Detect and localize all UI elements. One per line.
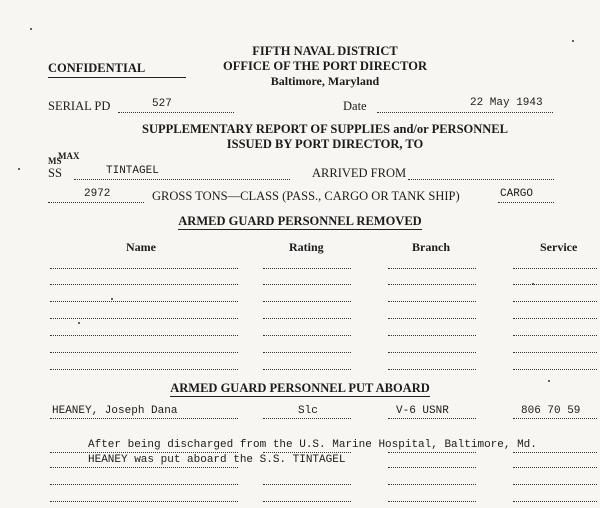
removed-branch-line <box>388 352 476 353</box>
aboard-service-line <box>513 418 597 419</box>
removed-service-line <box>513 335 597 336</box>
removed-branch-line <box>388 268 476 269</box>
removed-branch-line <box>388 369 476 370</box>
aboard-note-line1: After being discharged from the U.S. Marine Hospital, Baltimore, Md. <box>88 439 537 451</box>
removed-service-line <box>513 369 597 370</box>
aboard-rating-line <box>263 418 351 419</box>
removed-service-line <box>513 318 597 319</box>
location-heading: Baltimore, Maryland <box>270 74 380 88</box>
report-title-line2: ISSUED BY PORT DIRECTOR, TO <box>226 137 424 151</box>
aboard-section-title: ARMED GUARD PERSONNEL PUT ABOARD <box>170 381 430 395</box>
removed-rating-line <box>263 268 351 269</box>
office-heading: OFFICE OF THE PORT DIRECTOR <box>223 59 427 73</box>
district-heading: FIFTH NAVAL DISTRICT <box>252 44 398 58</box>
removed-branch-line <box>388 301 476 302</box>
removed-service-line <box>513 352 597 353</box>
aboard-rating: Slc <box>298 405 318 417</box>
scan-speck <box>18 168 20 170</box>
aboard-branch-line <box>388 484 476 485</box>
aboard-note-line2: HEANEY was put aboard the S.S. TINTAGEL <box>88 454 346 466</box>
ms-prefix: MS <box>48 156 62 166</box>
aboard-branch-line <box>388 418 476 419</box>
aboard-name-line <box>50 467 238 468</box>
removed-rating-line <box>263 352 351 353</box>
removed-rating-line <box>263 301 351 302</box>
report-title-line1: SUPPLEMENTARY REPORT OF SUPPLIES and/or PERSONNEL <box>142 122 508 136</box>
aboard-name-line <box>50 452 238 453</box>
scan-speck <box>572 40 574 42</box>
aboard-name-line <box>50 501 238 502</box>
aboard-service-line <box>513 452 597 453</box>
vessel-name: TINTAGEL <box>106 165 159 177</box>
removed-service-line <box>513 284 597 285</box>
class-label: GROSS TONS—CLASS (PASS., CARGO OR TANK SHIP) <box>152 189 460 203</box>
serial-value: 527 <box>152 98 172 110</box>
date-line <box>377 112 553 113</box>
aboard-branch: V-6 USNR <box>396 405 449 417</box>
arrived-from-line <box>408 179 554 180</box>
aboard-service-line <box>513 467 597 468</box>
removed-name-line <box>50 335 238 336</box>
column-branch: Branch <box>412 240 451 254</box>
aboard-branch-line <box>388 501 476 502</box>
aboard-service-line <box>513 501 597 502</box>
removed-service-line <box>513 301 597 302</box>
removed-rating-line <box>263 318 351 319</box>
aboard-name: HEANEY, Joseph Dana <box>52 405 178 417</box>
aboard-branch-line <box>388 467 476 468</box>
ss-prefix: SS <box>48 166 62 180</box>
scan-speck <box>548 380 550 382</box>
confidential-label: CONFIDENTIAL <box>48 61 186 78</box>
scan-speck <box>532 283 534 285</box>
column-rating: Rating <box>289 240 324 254</box>
gross-tons-line <box>48 202 144 203</box>
aboard-service-line <box>513 484 597 485</box>
aboard-rating-line <box>263 452 351 453</box>
removed-section-title: ARMED GUARD PERSONNEL REMOVED <box>178 214 422 228</box>
class-value: CARGO <box>500 188 534 200</box>
aboard-name-line <box>50 418 238 419</box>
aboard-service: 806 70 59 <box>521 405 581 417</box>
column-service: Service <box>540 240 578 254</box>
removed-rating-line <box>263 369 351 370</box>
vessel-name-line <box>74 179 290 180</box>
removed-name-line <box>50 318 238 319</box>
scan-speck <box>111 298 113 300</box>
aboard-rating-line <box>263 501 351 502</box>
scan-speck <box>30 28 32 30</box>
serial-label: SERIAL PD <box>48 99 111 113</box>
column-name: Name <box>126 240 156 254</box>
removed-branch-line <box>388 318 476 319</box>
removed-rating-line <box>263 335 351 336</box>
removed-name-line <box>50 284 238 285</box>
removed-rating-line <box>263 284 351 285</box>
aboard-name-line <box>50 484 238 485</box>
removed-branch-line <box>388 335 476 336</box>
date-label: Date <box>343 99 367 113</box>
max-prefix: MAX <box>58 151 80 161</box>
removed-name-line <box>50 352 238 353</box>
gross-tons-value: 2972 <box>84 188 111 200</box>
serial-line <box>118 112 234 113</box>
arrived-from-label: ARRIVED FROM <box>312 166 407 180</box>
removed-name-line <box>50 369 238 370</box>
scan-speck <box>78 322 80 324</box>
removed-service-line <box>513 268 597 269</box>
removed-name-line <box>50 301 238 302</box>
aboard-branch-line <box>388 452 476 453</box>
date-value: 22 May 1943 <box>470 97 543 109</box>
removed-name-line <box>50 268 238 269</box>
class-line <box>498 202 554 203</box>
removed-branch-line <box>388 284 476 285</box>
aboard-rating-line <box>263 484 351 485</box>
